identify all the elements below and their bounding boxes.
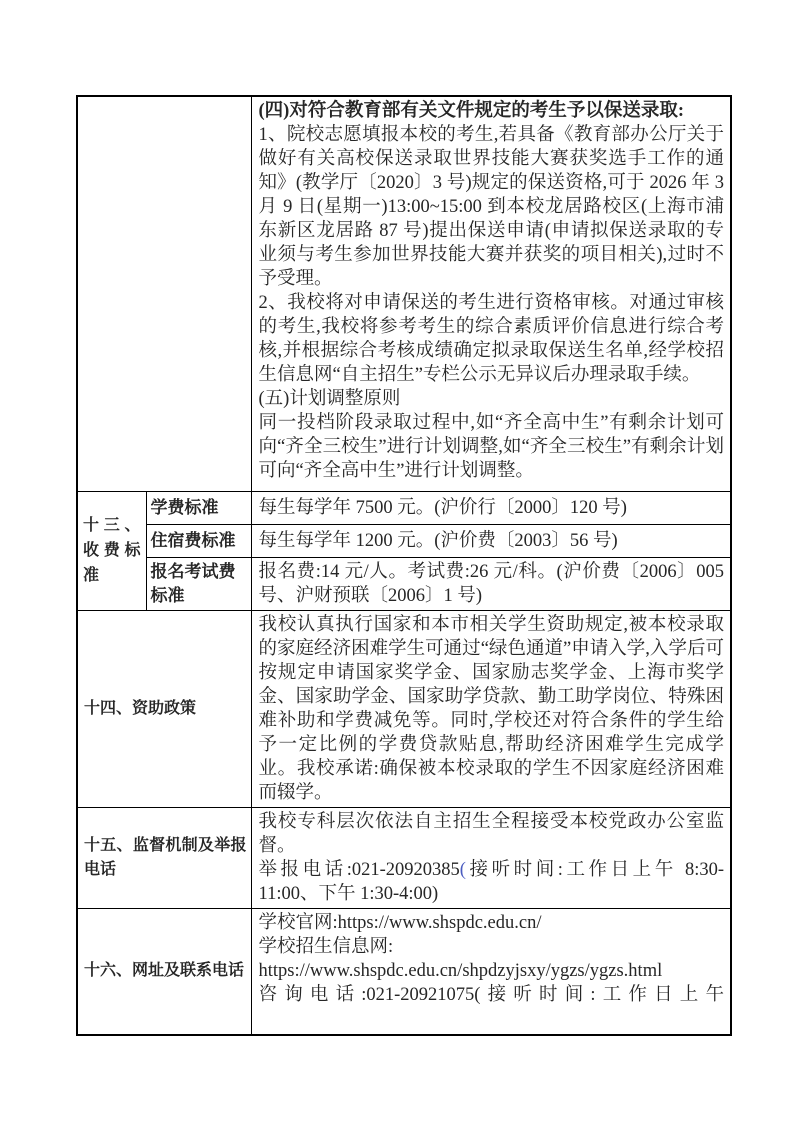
fee-name-tuition: 学费标准 (146, 491, 251, 524)
table-row-14-aid-policy (77, 610, 731, 807)
report-phone-line (259, 858, 725, 906)
row14-content-cell (251, 610, 731, 807)
row15-label: 十五、监督机制及举报电话 (77, 807, 251, 908)
fee-value-registration-exam-text: 报名费:14 元/人。考试费:26 元/科。(沪价费〔2006〕005 号、沪财预联〔2006〕1 号) (258, 561, 724, 606)
section-four-paragraph-1: 1、院校志愿填报本校的考生,若具备《教育部办公厅关于做好有关高校保送录取世界技能大赛获奖选手工作的通知》(教学厅〔2020〕3 号)规定的保送资格,可于 2026 年 3 月 9 日(星期一)13:00~15:00 到本校龙居路校区(上海市浦东新区龙居路 87 号)提出保送申请(申请拟保送录取的专业须与考生参加世界技能大赛并获奖的项目相关),过时不予受理。 (258, 125, 724, 289)
section-five-paragraph: 同一投档阶段录取过程中,如“齐全高中生”有剩余计划可向“齐全三校生”进行计划调整,如“齐全三校生”有剩余计划可向“齐全高中生”进行计划调整。 (258, 413, 724, 481)
table-row-16-contact (77, 908, 731, 1035)
aid-policy-paragraph: 我校认真执行国家和本市相关学生资助规定,被本校录取的家庭经济困难学生可通过“绿色通道”申请入学,入学后可按规定申请国家奖学金、国家励志奖学金、上海市奖学金、国家助学金、国家助学贷款、勤工助学岗位、特殊困难补助和学费减免等。同时,学校还对符合条件的学生给予一定比例的学费贷款贴息,帮助经济困难学生完成学业。我校承诺:确保被本校录取的学生不因家庭经济困难而辍学。 (258, 614, 724, 803)
supervision-statement: 我校专科层次依法自主招生全程接受本校党政办公室监督。 (258, 811, 724, 856)
fee-value-registration-exam (251, 557, 731, 610)
admissions-site-label: 学校招生信息网: (258, 936, 394, 957)
report-phone-hours: 接听时间:工作日上午 8:30-11:00、下午 1:30-4:00) (258, 859, 724, 904)
report-phone-paren: ( (459, 859, 466, 880)
table-row-13-accommodation (77, 524, 731, 557)
row14-label: 十四、资助政策 (77, 610, 251, 807)
table-row-15-supervision (77, 807, 731, 908)
row16-label: 十六、网址及联系电话 (77, 908, 251, 1035)
top-section-label-cell-empty (77, 96, 251, 491)
row13-label: 十三、收费标准 (77, 491, 146, 610)
fee-name-accommodation: 住宿费标准 (146, 524, 251, 557)
school-website-line: 学校官网:https://www.shspdc.edu.cn/ (258, 912, 542, 933)
table-row-13-tuition (77, 491, 731, 524)
section-five-heading: (五)计划调整原则 (258, 389, 401, 409)
admissions-site-url: https://www.shspdc.edu.cn/shpdzyjsxy/ygzs/ygzs.html (258, 960, 663, 981)
section-four-heading: (四)对符合教育部有关文件规定的考生予以保送录取: (258, 101, 684, 121)
report-phone-text: 举报电话:021-20920385 (258, 859, 460, 880)
fee-name-registration-exam: 报名考试费标准 (146, 557, 251, 610)
row15-content-cell (251, 807, 731, 908)
section-four-paragraph-2: 2、我校将对申请保送的考生进行资格审核。对通过审核的考生,我校将参考考生的综合素质评价信息进行综合考核,并根据综合考核成绩确定拟录取保送生名单,经学校招生信息网“自主招生”专栏公示无异议后办理录取手续。 (258, 293, 724, 385)
table-row-top-section (77, 96, 731, 491)
table-row-13-exam-fee (77, 557, 731, 610)
top-section-content-cell (251, 96, 731, 491)
admissions-table (76, 95, 732, 1036)
fee-value-tuition: 每生每学年 7500 元。(沪价行〔2000〕120 号) (251, 491, 731, 524)
row16-content-cell (251, 908, 731, 1035)
consult-phone-line: 咨询电话:021-20921075(接听时间:工作日上午 (258, 984, 724, 1005)
fee-value-accommodation: 每生每学年 1200 元。(沪价费〔2003〕56 号) (251, 524, 731, 557)
